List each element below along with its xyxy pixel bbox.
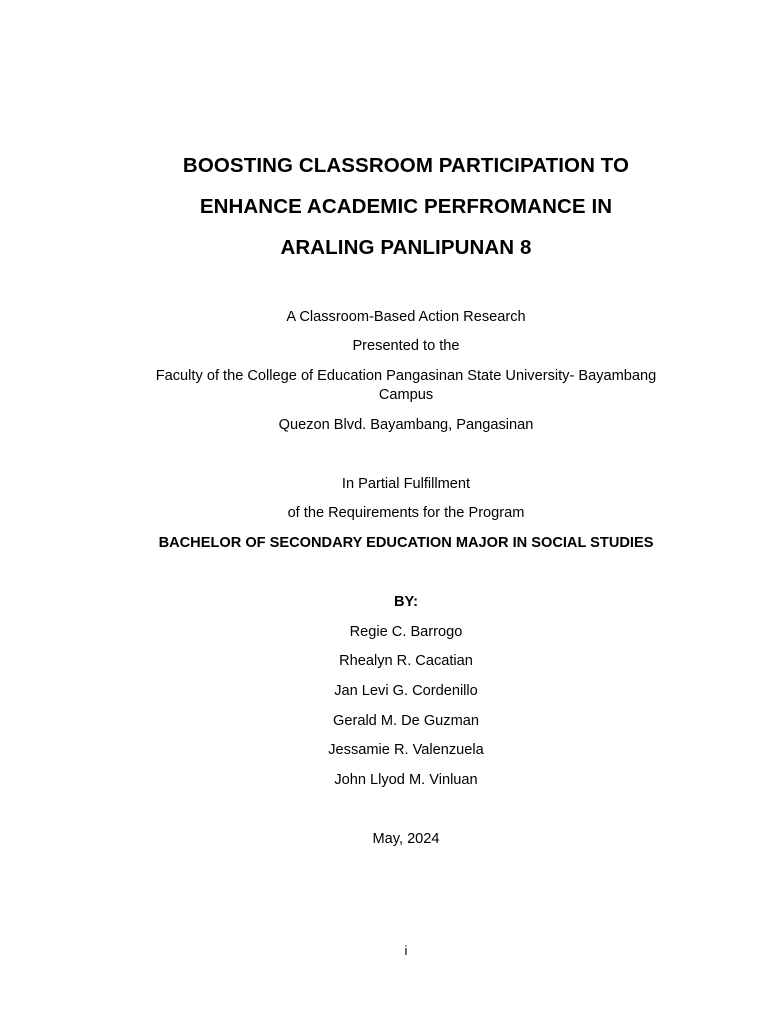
author-name: Jan Levi G. Cordenillo <box>334 683 478 699</box>
author-name: Rhealyn R. Cacatian <box>339 653 473 669</box>
author-name: Regie C. Barrogo <box>349 624 463 640</box>
author-name: Gerald M. De Guzman <box>333 713 479 729</box>
address: Quezon Blvd. Bayambang, Pangasinan <box>278 417 534 433</box>
presented-to: Presented to the <box>352 338 460 354</box>
author-name: John Llyod M. Vinluan <box>334 772 478 788</box>
research-type: A Classroom-Based Action Research <box>286 309 526 325</box>
faculty-line-2: Campus <box>378 387 434 403</box>
faculty-line-1: Faculty of the College of Education Pangasinan State University- Bayambang <box>155 368 657 384</box>
submission-date: May, 2024 <box>372 831 440 847</box>
fulfillment-line-1: In Partial Fulfillment <box>341 476 471 492</box>
authors-heading: BY: <box>393 594 419 610</box>
program-name: BACHELOR OF SECONDARY EDUCATION MAJOR IN SOCIAL STUDIES <box>158 535 654 551</box>
author-name: Jessamie R. Valenzuela <box>328 742 484 758</box>
title-line-1: BOOSTING CLASSROOM PARTICIPATION TO <box>182 154 630 177</box>
title-line-2: ENHANCE ACADEMIC PERFROMANCE IN <box>199 195 613 218</box>
title-line-3: ARALING PANLIPUNAN 8 <box>280 236 532 259</box>
fulfillment-line-2: of the Requirements for the Program <box>287 505 525 521</box>
page-number: i <box>404 943 408 958</box>
research-title <box>100 145 712 268</box>
